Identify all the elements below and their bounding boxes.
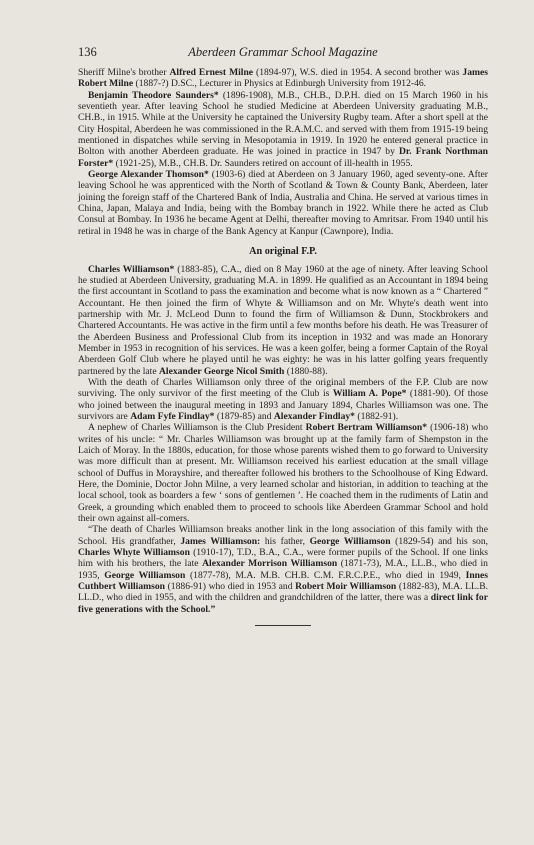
end-rule (255, 625, 311, 626)
paragraph (78, 377, 488, 422)
text-run: A nephew of Charles Williamson is the Club President (88, 422, 306, 434)
text-run: (1871-73), M.A., LL.B., who died in 1935, (78, 558, 488, 581)
paragraph (78, 67, 488, 90)
bold-name: Adam Fyfe Findlay* (130, 410, 215, 422)
bold-name: Charles Whyte Williamson (78, 547, 190, 559)
article-body (78, 67, 488, 626)
text-run: (1882-83), M.A. LL.B. LL.D., who died in 1955, and with the children and grandchildren of the latter, there was a (78, 581, 488, 604)
text-run: (1877-78), M.A. M.B. CH.B. C.M. F.R.C.P.E., who died in 1949, (185, 569, 466, 581)
text-run: his father, (260, 535, 310, 547)
text-run: Sheriff Milne's brother (78, 67, 170, 78)
running-title: Aberdeen Grammar School Magazine (188, 45, 378, 59)
text-run: (1921-25), M.B., CH.B. Dr. Saunders retired on account of ill-health in 1955. (113, 157, 413, 169)
text-run: (1887-?) D.SC., Lecturer in Physics at Edinburgh University from 1912-46. (133, 78, 427, 90)
text-run: (1906-18) who writes of his uncle: “ Mr. Charles Williamson was brought up at the family farm of Shempston in the Laich of Moray. In the 1880s, education, for those whose parents wished them to go forward to University was more difficult than at present. Mr. Williamson received his earliest education at the small village school of Duffus in Morayshire, and thereafter followed his brothers to the Schoolhouse of King Edward. Here, the Dominie, Doctor John Milne, a very learned scholar and historian, in addition to teaching at the local school, took as boarders a few ‘ sons of gentlemen ’. He coached them in the rudiments of Latin and Greek, a grounding which enabled them to proceed to schools like Aberdeen Grammar School and hold their own against all-comers. (78, 422, 489, 525)
bold-name: Alfred Ernest Milne (169, 67, 254, 78)
bold-name: George Williamson (309, 535, 391, 547)
bold-name: William A. Pope* (332, 388, 407, 400)
paragraph (78, 90, 488, 169)
bold-name: George Williamson (104, 569, 186, 581)
page-number: 136 (78, 45, 97, 59)
bold-name: Innes Cuthbert Williamson (78, 569, 488, 593)
text-run: With the death of Charles Williamson only three of the original members of the F.P. Club are now surviving. The only survivor of the first meeting of the Club is (78, 376, 488, 400)
paragraph (78, 169, 488, 237)
bold-name: Alexander George Nicol Smith (158, 365, 285, 377)
bold-name: James Robert Milne (78, 67, 488, 90)
text-run: (1894-97), W.S. died in 1954. A second brother was (253, 67, 463, 78)
text-run: “The death of Charles Williamson breaks another link in the long association of this family with the School. His grandfather, (78, 524, 488, 547)
text-run: (1896-1908), M.B., CH.B., D.P.H. died on 15 March 1960 in his seventieth year. After leaving School he studied Medicine at Aberdeen University graduating M.B., CH.B., in 1915. While at the University he captained the University Rugby team. After a short spell at the City Hospital, Aberdeen he was commissioned in the R.A.M.C. and served with them from 1915-19 being mentioned in dispatches while serving in Mesopotamia in 1919. In 1920 he entered general practice in Bolton with another Aberdeen graduate. He was joined in practice in 1947 by (78, 89, 488, 158)
section-heading: An original F.P. (249, 246, 317, 258)
bold-name: Robert Bertram Williamson* (305, 422, 428, 434)
text-run: (1903-6) died at Aberdeen on 3 January 1960, aged seventy-one. After leaving School he was apprenticed with the North of Scotland & Town & County Bank, Aberdeen, later joining the foreign staff of the Chartered Bank of India, Australia and China. He served at various times in China, Japan, Malaya and India, being with the Bombay branch in 1922. While there he acted as Club Consul at Bombay. In 1936 he became Agent at Delhi, thereafter moving to Amritsar. From 1940 until his retiral in 1948 he was in charge of the Bank Agency at Kanpur (Cawnpore), India. (78, 169, 488, 237)
text-run: (1883-85), C.A., died on 8 May 1960 at the age of ninety. After leaving School he studied at Aberdeen University, graduating M.A. in 1899. He qualified as an Accountant in 1894 being the first accountant in Scotland to pass the examination and become what is now known as a “ Chartered ” Accountant. He then joined the firm of Whyte & Williamson and on Mr. Whyte's death went into partnership with Mr. J. McLeod Dunn to found the firm of Williamson & Dunn, Stockbrokers and Chartered Accountants. He was active in the firm until a few months before his death. He was Treasurer of the Aberdeen Business and Professional Club from its inception in 1932 and was made an Honorary Member in 1953 in recognition of his services. He was a keen golfer, being a former Captain of the Royal Aberdeen Golf Club where he played until he was eighty: he was in his latter golfing years frequently partnered by the late (78, 263, 488, 377)
page-header (78, 45, 488, 65)
text-run: (1881-90). Of those who joined between the inaugural meeting in 1893 and January 1894, Charles Williamson was one. The survivors are (78, 388, 488, 422)
bold-name: Alexander Morrison Williamson (202, 558, 338, 570)
bold-name: Alexander Findlay* (273, 410, 355, 422)
text-run: (1829-54) and his son, (390, 535, 489, 547)
paragraph (78, 264, 488, 377)
text-run: (1886-91) who died in 1953 and (165, 581, 296, 593)
text-run: (1910-17), T.D., B.A., C.A., were former pupils of the School. If one links him with his brothers, the late (78, 547, 488, 570)
text-run: (1879-85) and (214, 410, 274, 422)
bold-name: George Alexander Thomson* (88, 169, 209, 181)
paragraph (78, 422, 488, 524)
text-run: (1880-88). (284, 365, 328, 377)
text-run: (1882-91). (354, 410, 399, 422)
bold-name: Charles Williamson* (88, 263, 175, 275)
bold-name: Dr. Frank Northman Forster* (78, 146, 489, 169)
bold-name: Benjamin Theodore Saunders* (88, 89, 219, 101)
bold-name: direct link for five generations with the School.” (78, 592, 488, 615)
bold-name: Robert Moir Williamson (295, 581, 397, 593)
bold-name: James Williamson: (180, 535, 261, 547)
paragraph (78, 524, 488, 615)
